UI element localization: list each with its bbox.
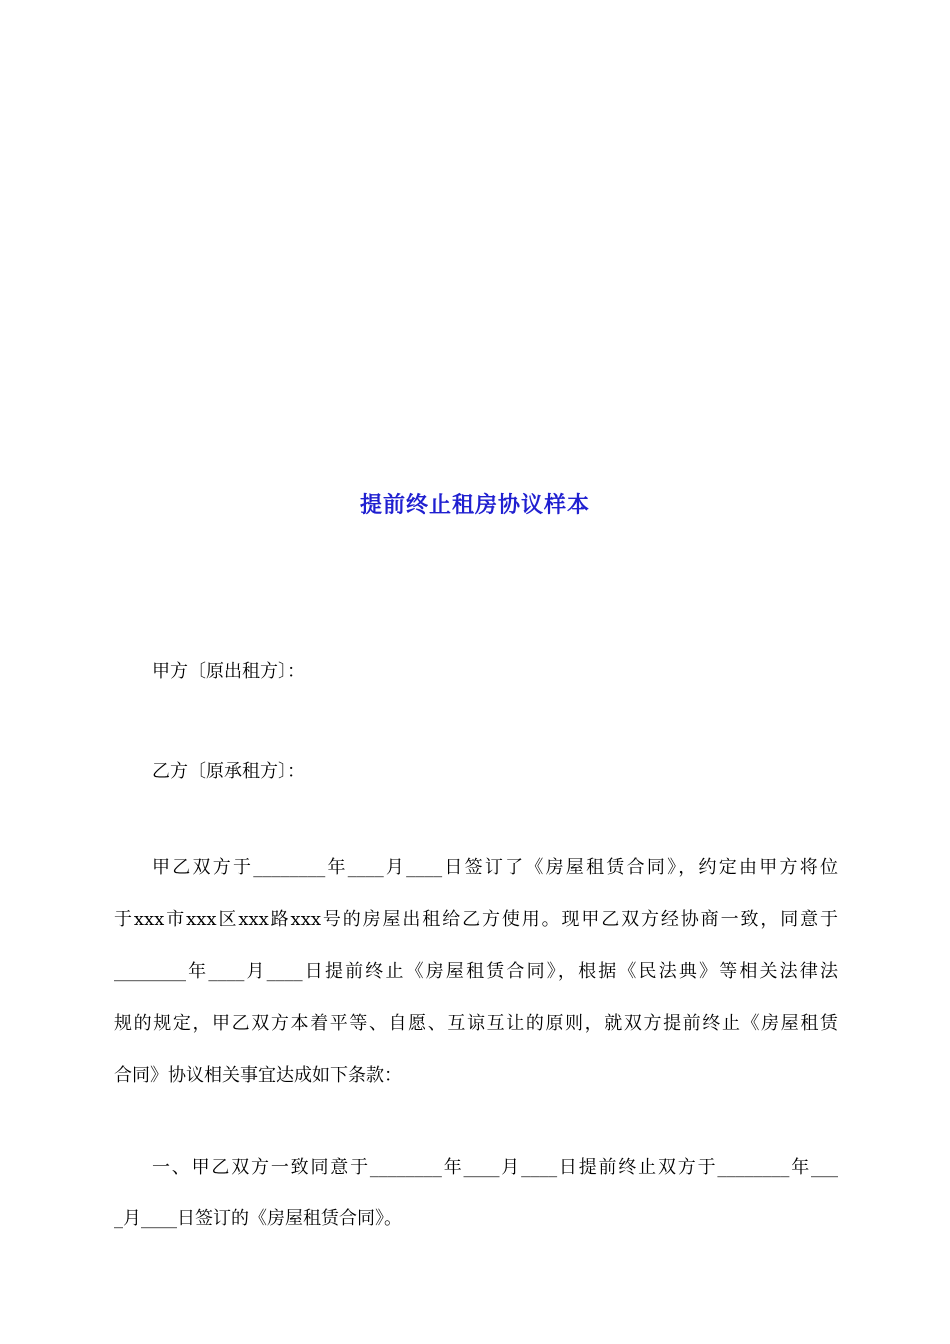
intro-line: 于xxx市xxx区xxx路xxx号的房屋出租给乙方使用。现甲乙双方经协商一致，同意于 bbox=[114, 909, 838, 930]
intro-line: 甲乙双方于________年____月____日签订了《房屋租赁合同》，约定由甲方将位 bbox=[152, 857, 838, 878]
party-b-label: 乙方〔原承租方〕： bbox=[152, 761, 305, 782]
intro-paragraph bbox=[114, 856, 838, 1116]
document-title: 提前终止租房协议样本 bbox=[359, 493, 590, 518]
clause-1-paragraph bbox=[114, 1156, 838, 1258]
intro-line: 合同》协议相关事宜达成如下条款： bbox=[114, 1065, 402, 1086]
intro-line: ________年____月____日提前终止《房屋租赁合同》，根据《民法典》等相关法律法 bbox=[114, 961, 838, 982]
party-a-label: 甲方〔原出租方〕： bbox=[152, 661, 305, 682]
intro-line: 规的规定，甲乙双方本着平等、自愿、互谅互让的原则，就双方提前终止《房屋租赁 bbox=[114, 1013, 838, 1034]
clause-1-line: _月____日签订的《房屋租赁合同》。 bbox=[114, 1208, 402, 1229]
clause-1-line: 一、甲乙双方一致同意于________年____月____日提前终止双方于________年___ bbox=[152, 1157, 838, 1178]
